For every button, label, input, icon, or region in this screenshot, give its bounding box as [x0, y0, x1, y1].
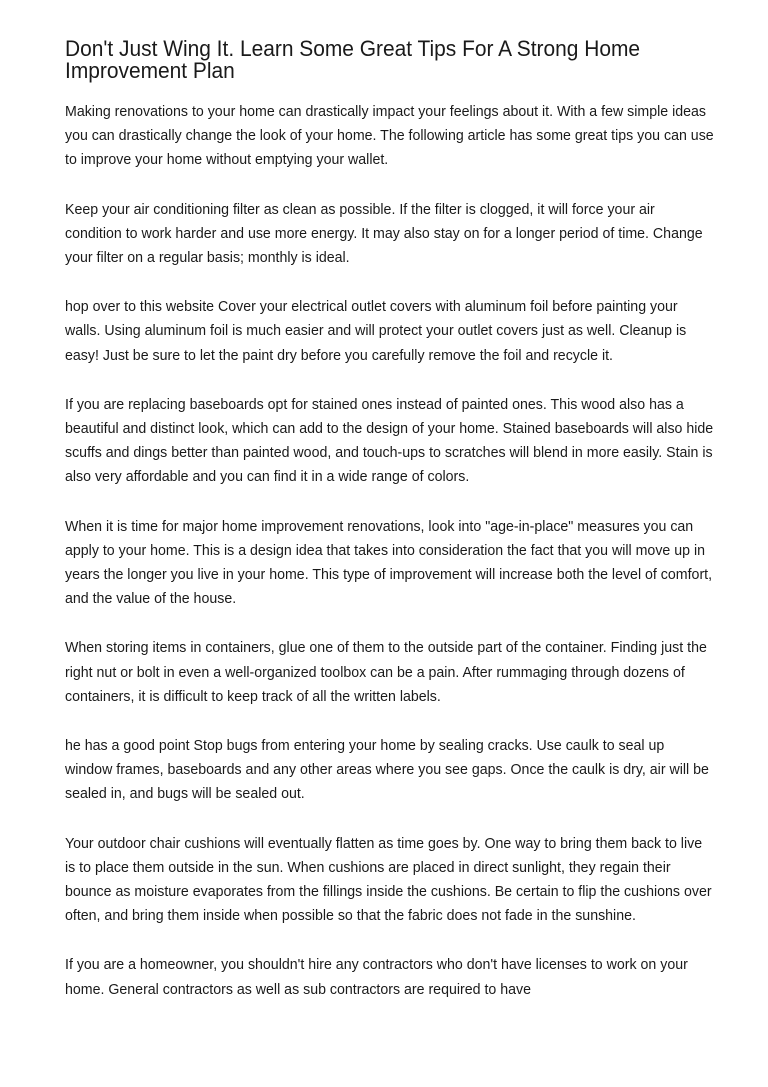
paragraph-baseboards: If you are replacing baseboards opt for stained ones instead of painted ones. This wood also has a beautiful and distinct look, which can add to the design of your home. Stained baseboards will also hide scuffs and dings better than painted wood, and touch-ups to scratches will blend in more easily. Stain is also very affordable and you can find it in a wide range of colors. — [65, 396, 714, 486]
paragraph-containers: When storing items in containers, glue one of them to the outside part of the container. Finding just the right nut or bolt in even a well-organized toolbox can be a pain. After rummaging through dozens of containers, it is difficult to keep track of all the written labels. — [65, 640, 707, 705]
document-page — [65, 38, 713, 1027]
paragraph-chair-cushions: Your outdoor chair cushions will eventually flatten as time goes by. One way to bring them back to live is to place them outside in the sun. When cushions are placed in direct sunlight, they regain their bounce as moisture evaporates from the fillings inside the cushions. Be certain to flip the cushions over often, and bring them inside when possible so that the fabric does not fade in the sunshine. — [65, 835, 712, 925]
document-title: Don't Just Wing It. Learn Some Great Tips For A Strong Home Improvement Plan — [65, 36, 641, 83]
paragraph-sealing-cracks: he has a good point Stop bugs from entering your home by sealing cracks. Use caulk to seal up window frames, baseboards and any other areas where you see gaps. Once the caulk is dry, air will be sealed in, and bugs will be sealed out. — [65, 738, 709, 803]
paragraph-contractors: If you are a homeowner, you shouldn't hire any contractors who don't have licenses to work on your home. General contractors as well as sub contractors are required to have — [65, 957, 688, 998]
paragraph-outlet-covers: hop over to this website Cover your electrical outlet covers with aluminum foil before painting your walls. Using aluminum foil is much easier and will protect your outlet covers just as well. Cleanup is easy! Just be sure to let the paint dry before you carefully remove the foil and recycle it. — [65, 299, 687, 364]
paragraph-intro: Making renovations to your home can drastically impact your feelings about it. With a few simple ideas you can drastically change the look of your home. The following article has some great tips you can use to improve your home without emptying your wallet. — [65, 104, 714, 169]
paragraph-age-in-place: When it is time for major home improvement renovations, look into "age-in-place" measures you can apply to your home. This is a design idea that takes into consideration the fact that you will move up in years the longer you live in your home. This type of improvement will increase both the level of comfort, and the value of the house. — [65, 518, 713, 608]
paragraph-air-filter: Keep your air conditioning filter as clean as possible. If the filter is clogged, it will force your air condition to work harder and use more energy. It may also stay on for a longer period of time. Change your filter on a regular basis; monthly is ideal. — [65, 201, 703, 267]
